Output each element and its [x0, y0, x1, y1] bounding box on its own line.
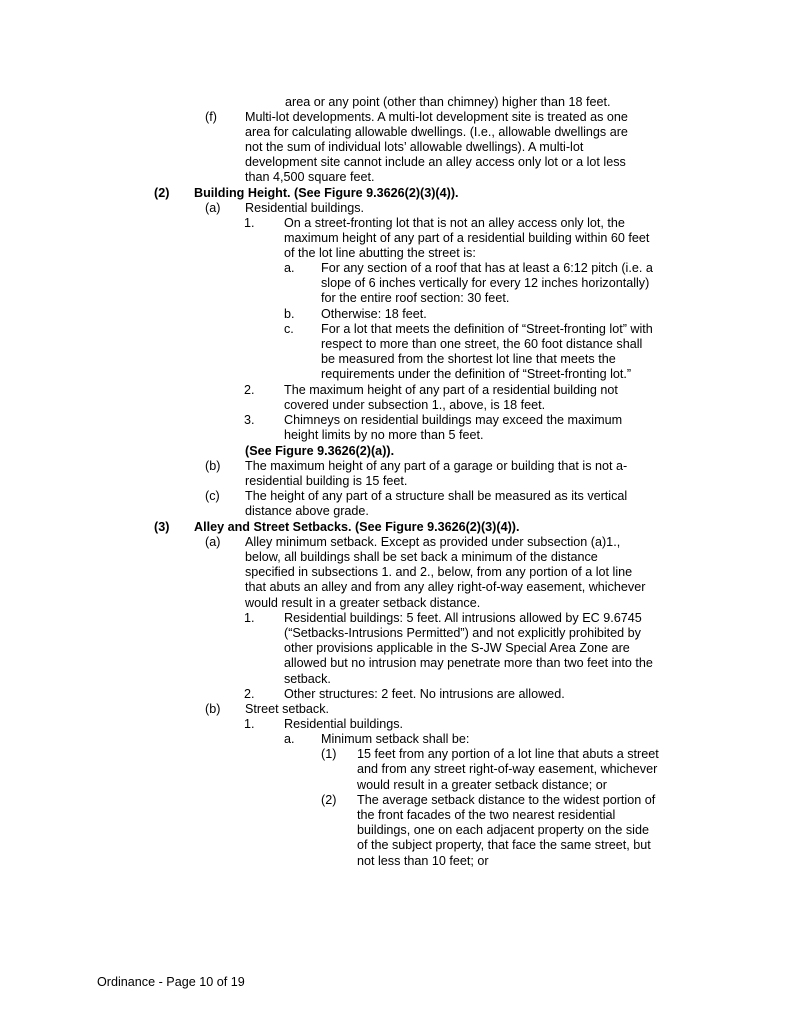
text-line: covered under subsection 1., above, is 18 feet.: [284, 398, 546, 412]
list-marker: 1.: [244, 717, 255, 731]
text-line: 15 feet from any portion of a lot line that abuts a street: [357, 747, 659, 761]
text-line: other provisions applicable in the S-JW Special Area Zone are: [284, 641, 630, 655]
list-marker: (a): [205, 201, 221, 215]
list-marker: (b): [205, 459, 221, 473]
text-line: Otherwise: 18 feet.: [321, 307, 427, 321]
text-line: would result in a greater setback distance; or: [357, 778, 607, 792]
text-line: requirements under the definition of “Street-fronting lot.”: [321, 367, 632, 381]
list-marker: 1.: [244, 611, 255, 625]
text-line: For a lot that meets the definition of “Street-fronting lot” with: [321, 322, 653, 336]
text-line: allowed but no intrusion may penetrate more than two feet into the: [284, 656, 653, 670]
text-line: The average setback distance to the widest portion of: [357, 793, 656, 807]
text-line: maximum height of any part of a residential building within 60 feet: [284, 231, 650, 245]
list-marker: c.: [284, 322, 294, 336]
text-line: that abuts an alley and from any alley right-of-way easement, whichever: [245, 580, 646, 594]
text-line: than 4,500 square feet.: [245, 170, 375, 184]
list-marker: 3.: [244, 413, 255, 427]
list-marker: b.: [284, 307, 295, 321]
text-line: Residential buildings: 5 feet. All intrusions allowed by EC 9.6745: [284, 611, 642, 625]
text-line: slope of 6 inches vertically for every 12 inches horizontally): [321, 276, 650, 290]
list-marker: (b): [205, 702, 221, 716]
text-line: Multi-lot developments. A multi-lot development site is treated as one: [245, 110, 628, 124]
text-line: area or any point (other than chimney) higher than 18 feet.: [285, 95, 611, 109]
list-marker: (f): [205, 110, 217, 124]
text-line: for the entire roof section: 30 feet.: [321, 291, 510, 305]
text-line: Chimneys on residential buildings may exceed the maximum: [284, 413, 623, 427]
list-marker: (c): [205, 489, 220, 503]
text-line: and from any street right-of-way easement, whichever: [357, 762, 658, 776]
text-line: development site cannot include an alley access only lot or a lot less: [245, 155, 626, 169]
text-line: the front facades of the two nearest residential: [357, 808, 616, 822]
text-line: height limits by no more than 5 feet.: [284, 428, 484, 442]
text-line: (“Setbacks-Intrusions Permitted”) and not explicitly prohibited by: [284, 626, 641, 640]
text-line: Minimum setback shall be:: [321, 732, 470, 746]
text-line: The height of any part of a structure shall be measured as its vertical: [245, 489, 628, 503]
text-line: buildings, one on each adjacent property on the side: [357, 823, 649, 837]
text-line: not the sum of individual lots’ allowable dwellings). A multi-lot: [245, 140, 584, 154]
text-line: Alley minimum setback. Except as provided under subsection (a)1.,: [245, 535, 621, 549]
list-marker: (3): [154, 520, 170, 534]
list-marker: 1.: [244, 216, 255, 230]
text-line: specified in subsections 1. and 2., below, from any portion of a lot line: [245, 565, 633, 579]
text-line: residential building is 15 feet.: [245, 474, 408, 488]
text-line: not less than 10 feet; or: [357, 854, 489, 868]
text-line: be measured from the shortest lot line that meets the: [321, 352, 616, 366]
text-line: Residential buildings.: [245, 201, 365, 215]
list-marker: a.: [284, 261, 295, 275]
text-line: respect to more than one street, the 60 foot distance shall: [321, 337, 643, 351]
list-marker: (2): [321, 793, 337, 807]
list-marker: (a): [205, 535, 221, 549]
list-marker: 2.: [244, 687, 255, 701]
text-line: The maximum height of any part of a residential building not: [284, 383, 618, 397]
page-footer: Ordinance - Page 10 of 19: [97, 975, 245, 989]
text-line: of the subject property, that face the same street, but: [357, 838, 651, 852]
text-line: Residential buildings.: [284, 717, 404, 731]
section-heading: (See Figure 9.3626(2)(a)).: [245, 444, 395, 458]
text-line: distance above grade.: [245, 504, 369, 518]
text-line: of the lot line abutting the street is:: [284, 246, 476, 260]
text-line: The maximum height of any part of a garage or building that is not a-: [245, 459, 628, 473]
text-line: For any section of a roof that has at least a 6:12 pitch (i.e. a: [321, 261, 653, 275]
section-heading: Alley and Street Setbacks. (See Figure 9.3626(2)(3)(4)).: [194, 520, 520, 534]
list-marker: a.: [284, 732, 295, 746]
text-line: Other structures: 2 feet. No intrusions are allowed.: [284, 687, 565, 701]
text-line: Street setback.: [245, 702, 329, 716]
text-line: area for calculating allowable dwellings. (I.e., allowable dwellings are: [245, 125, 628, 139]
list-marker: (2): [154, 186, 170, 200]
text-line: setback.: [284, 672, 331, 686]
list-marker: (1): [321, 747, 337, 761]
text-line: On a street-fronting lot that is not an alley access only lot, the: [284, 216, 625, 230]
text-line: below, all buildings shall be set back a minimum of the distance: [245, 550, 598, 564]
list-marker: 2.: [244, 383, 255, 397]
text-line: would result in a greater setback distance.: [245, 596, 481, 610]
section-heading: Building Height. (See Figure 9.3626(2)(3)(4)).: [194, 186, 459, 200]
